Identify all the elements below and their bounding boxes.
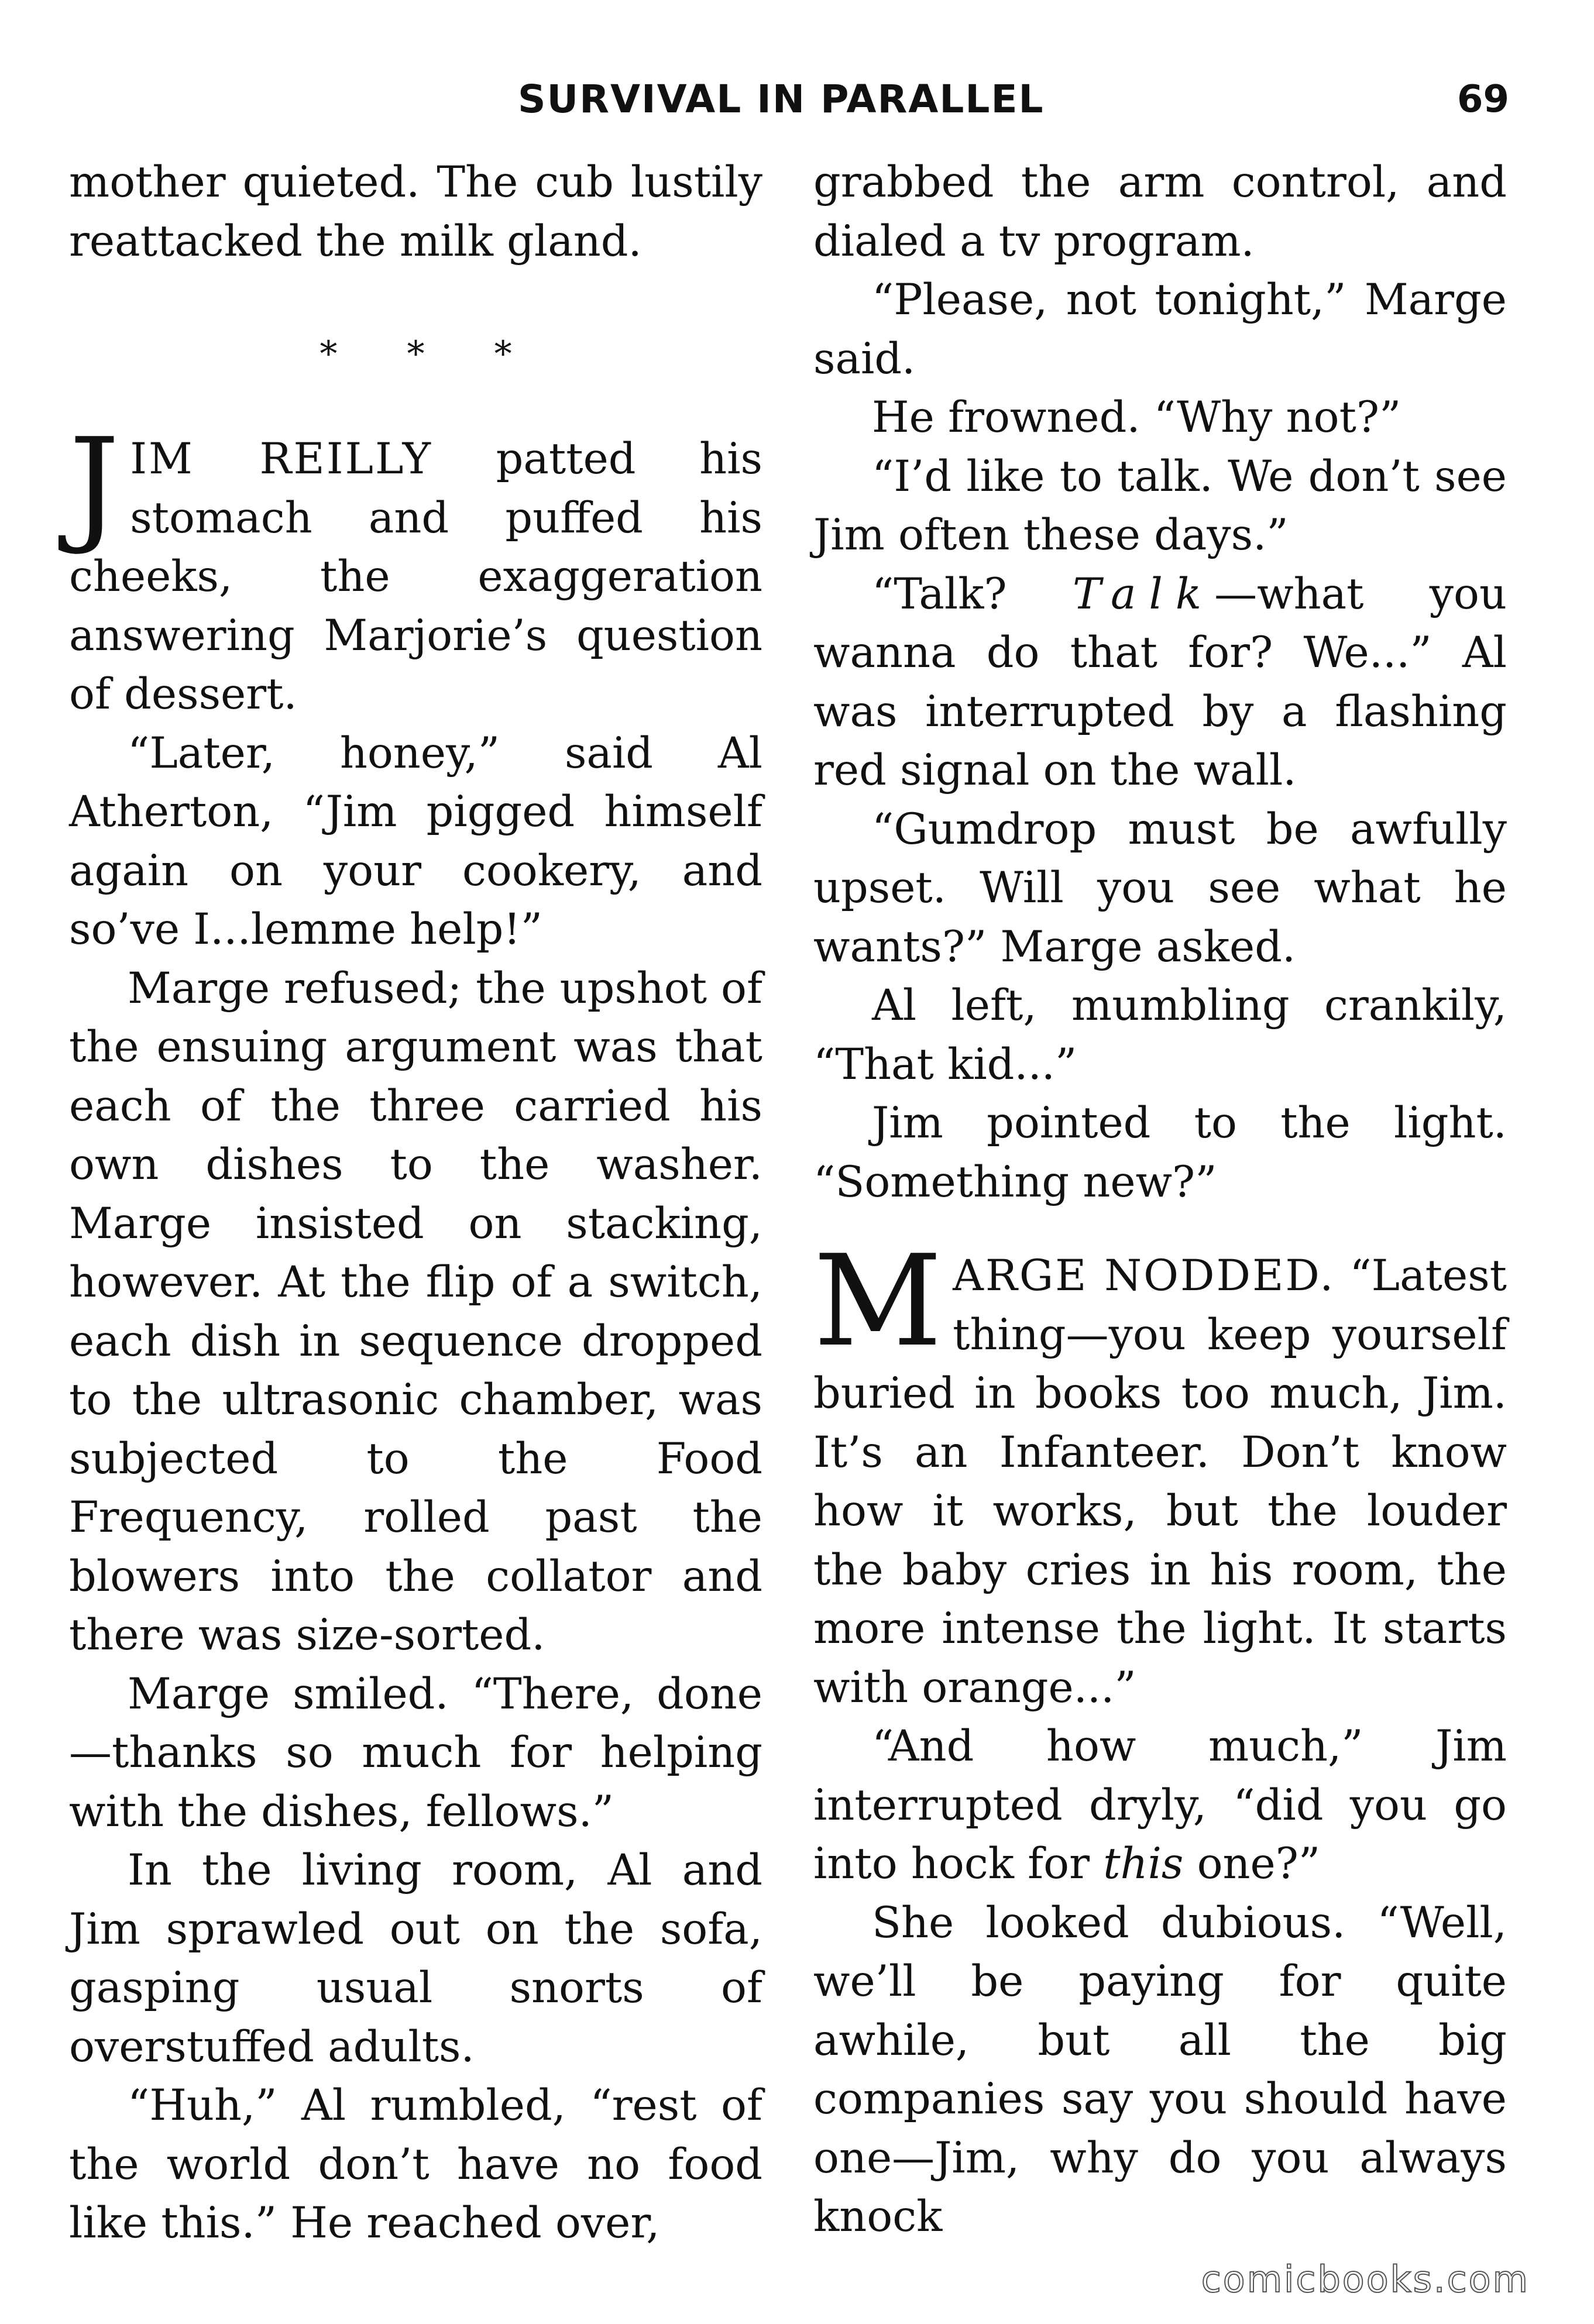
paragraph: She looked dubious. “Well, we’ll be paying for quite awhile, but all the big companies say you should have one—Jim, why do you always knock [813,1897,1507,2242]
paragraph: He frowned. “Why not?” [872,393,1401,442]
paragraph: “I’d like to talk. We don’t see Jim often these days.” [813,451,1507,560]
page-number: 69 [1456,78,1509,121]
paragraph-text: “And how much,” Jim interrupted dryly, “did you go into hock for [813,1721,1507,1889]
paragraph [813,565,1507,800]
lead-in: IM REILLY [130,434,433,484]
paragraph: Al left, mumbling crankily, “That kid...” [813,981,1507,1089]
paragraph-text: “Talk? [872,569,1073,619]
paragraph-text: patted his stomach and puffed his cheeks, the exaggeration answering Marjorie’s question of dessert. [69,434,762,719]
running-title: SURVIVAL IN PARALLEL [518,77,1045,122]
paragraph [813,1717,1507,1894]
emphasis: Talk [1072,569,1215,619]
paragraph: In the living room, Al and Jim sprawled out on the sofa, gasping usual snorts of overstuffed adults. [69,1845,762,2072]
paragraph: “Later, honey,” said Al Atherton, “Jim pigged himself again on your cookery, and so’ve I...lemme help!” [69,728,762,954]
paragraph: Jim pointed to the light. “Something new?” [813,1098,1507,1207]
section-break: * * * [320,334,541,374]
paragraph: mother quieted. The cub lustily reattacked the milk gland. [69,157,762,266]
left-column [69,153,762,2253]
drop-cap: J [69,411,120,558]
paragraph-text: “Latest thing—you keep yourself buried in books too much, Jim. It’s an Infanteer. Don’t know how it works, but the louder the baby cries in his room, the more intense the light. It starts with orange...” [813,1251,1507,1713]
paragraph: Marge smiled. “There, done—thanks so much for helping with the dishes, fellows.” [69,1669,762,1837]
page-header [0,67,1594,132]
paragraph [69,411,762,724]
paragraph-text: one?” [1183,1839,1321,1889]
lead-in: ARGE NODDED. [953,1251,1335,1301]
paragraph-text: —what you wanna do that for? We...” Al was interrupted by a flashing red signal on the wall. [813,569,1507,795]
paragraph [813,1228,1507,1717]
paragraph: Marge refused; the upshot of the ensuing argument was that each of the three carried his own dishes to the washer. Marge insisted on stacking, however. At the flip of a switch, each dish in sequence dropped to the ultrasonic chamber, was subjected to the Food Frequency, rolled past the blowers into the collator and there was size-sorted. [69,963,762,1660]
emphasis: this [1103,1839,1184,1889]
paragraph: “Gumdrop must be awfully upset. Will you see what he wants?” Marge asked. [813,804,1507,972]
watermark: comicbooks.com [1201,2258,1530,2301]
right-column [813,153,1507,2247]
paragraph: grabbed the arm control, and dialed a tv program. [813,157,1507,266]
drop-cap: M [813,1228,943,1374]
paragraph: “Please, not tonight,” Marge said. [813,275,1507,384]
paragraph: “Huh,” Al rumbled, “rest of the world don’t have no food like this.” He reached over, [69,2081,762,2248]
